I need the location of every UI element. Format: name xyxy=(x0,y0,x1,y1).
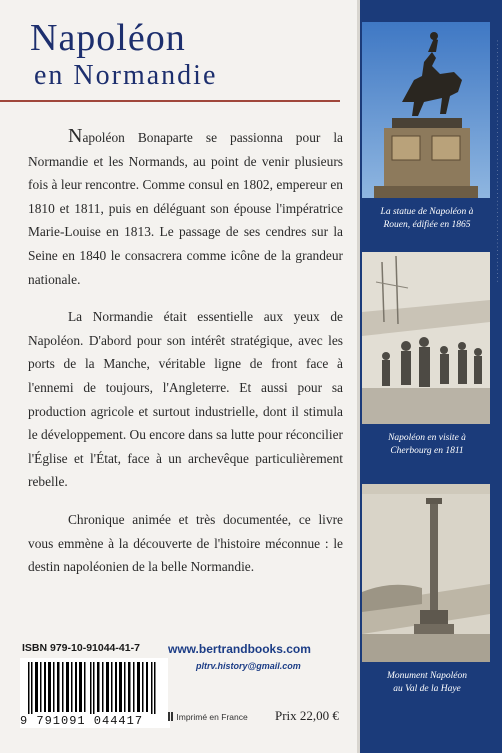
contact-email: pltrv.history@gmail.com xyxy=(196,661,301,671)
side-panel xyxy=(357,0,502,753)
publisher-website: www.bertrandbooks.com xyxy=(168,642,311,656)
blurb-paragraph-1: Napoléon Bonaparte se passionna pour la Normandie et les Normands, au point de venir plusieurs fois à leur rencontre. Comme consul en 1802, empereur en 1810 et 1811, puis en déléguant son épouse l'impératrice Marie-Louise en 1813. Le passage de ses cendres sur la Seine en 1840 le consacrera comme icône de la grandeur nationale. xyxy=(28,125,343,287)
caption-statue xyxy=(365,206,489,232)
printed-in-france-label: Imprimé en France xyxy=(176,712,248,722)
caption-cherbourg xyxy=(365,432,489,458)
photo-equestrian-statue xyxy=(362,22,490,198)
isbn-label: ISBN 979-10-91044-41-7 xyxy=(22,642,140,654)
blurb-paragraph-3: Chronique animée et très documentée, ce livre vous emmène à la découverte de l'histoire méconnue : le destin napoléonien de la belle Normandie. xyxy=(28,511,343,575)
printed-in-france xyxy=(168,712,248,722)
photo-cherbourg-engraving xyxy=(362,252,490,424)
caption-statue-line-1: La statue de Napoléon à xyxy=(380,207,474,217)
caption-cherbourg-line-1: Napoléon en visite à xyxy=(388,433,466,443)
caption-statue-line-2: Rouen, édifiée en 1865 xyxy=(383,220,471,230)
caption-cherbourg-line-2: Cherbourg en 1811 xyxy=(390,446,464,456)
price: Prix 22,00 € xyxy=(275,708,339,723)
photo-monument-postcard xyxy=(362,484,490,662)
title-line-2: en Normandie xyxy=(34,60,218,91)
title-line-1: Napoléon xyxy=(30,17,186,59)
book-title xyxy=(30,16,350,92)
caption-monument-line-2: au Val de la Haye xyxy=(393,684,461,694)
blurb-paragraph-2: La Normandie était essentielle aux yeux de Napoléon. D'abord pour son intérêt stratégique, avec les ports de la Manche, véritable ligne de front face à l'ennemi de toujours, l'Angleterre. Et aussi pour sa production agricole et surtout industrielle, dont il stimula le développement. Ou encore dans sa lutte pour réconcilier l'Église et l'État, face à un archevêque particulièrement rebelle. xyxy=(28,309,343,490)
caption-monument-line-1: Monument Napoléon xyxy=(387,671,467,681)
barcode-digits: 9 791091 044417 xyxy=(20,714,170,728)
flag-stripe-icon xyxy=(171,712,173,721)
flag-stripe-icon xyxy=(168,712,170,721)
caption-monument xyxy=(365,670,489,696)
side-panel-edge xyxy=(357,0,360,753)
spine-fine-print: · · · · · · · · · · · · · · · · · · · · · · · · · · · · · · · · · · · · · · · · · · · · · · · · · · · · · · · · · · · · · · · · xyxy=(493,40,500,283)
blurb xyxy=(28,125,343,593)
title-divider xyxy=(0,100,340,102)
